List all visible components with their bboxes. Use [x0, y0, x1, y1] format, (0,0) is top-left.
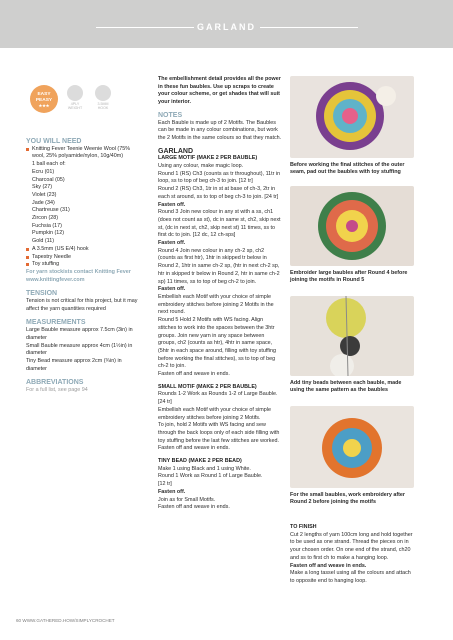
badge-line2: PEASY	[35, 97, 53, 103]
stockists-link[interactable]: For yarn stockists contact Knitting Fever www.knittingfever.com	[26, 268, 131, 283]
colour-item: Zircon (28)	[32, 215, 59, 222]
difficulty-badge	[30, 85, 58, 113]
needle-item: Tapestry Needle	[26, 254, 138, 262]
bauble-photo-3	[290, 296, 414, 376]
weight-stat	[64, 85, 86, 110]
large-line: Round 2 (RS) Ch3, 1tr in st at base of ch-3, 2tr in each st around, ss to top of beg ch-3 to join. [24 tr]	[158, 186, 279, 200]
photo-tiny-beads	[290, 296, 414, 376]
weight-label: WEIGHT	[67, 106, 83, 111]
small-motif-heading: SMALL MOTIF (MAKE 2 PER BAUBLE)	[158, 383, 257, 390]
finish-line: Make a long tassel using all the colours and attach to opposite end to hanging loop.	[290, 570, 411, 584]
abbreviations-heading: ABBREVIATIONS	[26, 379, 84, 387]
large-line: Round 4 Join new colour in any ch-2 sp, ch2 (counts as first htr), 1htr in skipped tr below in Round 2, 1htr in same ch-2 sp, (htr in next ch-2 sp, htr in skipped tr below in Round 2, htr in same ch-2 sp) 11 times, ss to top of beg ch-2 to join.	[158, 247, 280, 285]
measurement-line: Small Bauble measure approx 4cm (1½in) in diameter	[26, 342, 133, 357]
large-line: Fasten off.	[158, 286, 186, 293]
small-line: Embellish each Motif with your choice of simple embroidery stitches before joining 2 Motifs.	[158, 406, 271, 421]
header-rule-right	[260, 27, 358, 28]
left-column	[26, 138, 138, 395]
small-line: Fasten off and weave in ends.	[158, 445, 230, 452]
small-line: To join, hold 2 Motifs with WS facing and sew through the back loops only of each side filling with toy stuffing before the last few stitches are worked.	[158, 422, 280, 444]
caption-2: Embroider large baubles after Round 4 before joining the motifs in Round 5	[290, 270, 408, 284]
tension-heading: TENSION	[26, 290, 58, 298]
colour-item: Violet (23)	[32, 191, 57, 198]
you-will-need-heading: YOU WILL NEED	[26, 138, 82, 145]
bauble-photo-2	[290, 186, 414, 266]
tiny-line: Fasten off and weave in ends.	[158, 504, 230, 511]
large-motif-heading: LARGE MOTIF (MAKE 2 PER BAUBLE)	[158, 155, 258, 162]
caption-1: Before working the final stitches of the outer seam, pad out the baubles with toy stuffing	[290, 162, 405, 176]
colour-item: Sky (27)	[32, 184, 53, 191]
to-finish-heading: TO FINISH	[290, 524, 317, 530]
hook-item: A 3.5mm (US E/4) hook	[26, 246, 138, 254]
stuffing-item: Toy stuffing	[26, 261, 138, 269]
finish-line: Fasten off and weave in ends.	[290, 562, 367, 569]
colour-item: Fuchsia (17)	[32, 222, 62, 229]
colour-item: Jade (34)	[32, 199, 55, 206]
large-line: Embellish each Motif with your choice of simple embroidery stitches before joining 2 Motifs in the next round.	[158, 293, 274, 316]
large-line: Round 1 (RS) Ch3 (counts as tr throughout), 11tr in loop, ss to top of beg ch-3 to join. [12 tr]	[158, 170, 281, 185]
large-line: Fasten off and weave in ends.	[158, 371, 230, 378]
tiny-bead-heading: TINY BEAD (MAKE 2 PER BEAD)	[158, 458, 242, 465]
to-finish-section	[290, 524, 416, 586]
tension-text: Tension is not critical for this project, but it may affect the yarn quantities required	[26, 298, 138, 312]
measurements-heading: MEASUREMENTS	[26, 319, 86, 327]
tiny-line: [12 tr]	[158, 481, 172, 488]
photo-stuffing	[290, 76, 414, 158]
weight-sub: 4PLY	[70, 102, 80, 106]
yarn-item: Knitting Fever Teenie Weenie Wool (75% wool, 25% polyamide/nylon, 10g/40m)	[26, 146, 138, 161]
hook-sub: 3.5MM	[97, 102, 109, 106]
bauble-photo-1	[290, 76, 414, 158]
small-line: Rounds 1-2 Work as Rounds 1-2 of Large Bauble. [24 tr]	[158, 391, 278, 406]
notes-text: Each Bauble is made up of 2 Motifs. The Baubles can be made in any colour combinations, but work the 2 Motifs in the same colours so that they match.	[158, 119, 282, 141]
large-line: Fasten off.	[158, 240, 186, 247]
colour-item: Charcoal (05)	[32, 176, 65, 183]
intro-text: The embellishment detail provides all the power in these fun baubles. Use up scraps to create your colour scheme, or get shades that will suit your interior.	[158, 76, 281, 106]
tiny-line: Round 1 Work as Round 1 of Large Bauble.	[158, 473, 263, 480]
bauble-photo-4	[290, 406, 414, 488]
badge-stars: ★★★	[38, 103, 50, 109]
garland-heading: GARLAND	[158, 147, 193, 155]
tiny-line: Fasten off.	[158, 488, 186, 495]
section-title: GARLAND	[197, 22, 256, 32]
photo-embroider	[290, 186, 414, 266]
measurement-line: Tiny Bead measure approx 2cm (¾in) in diameter	[26, 357, 122, 372]
middle-column	[158, 76, 282, 512]
colour-list	[26, 169, 138, 246]
hook-icon	[95, 85, 111, 101]
large-line: Round 5 Hold 2 Motifs with WS facing. Align stitches to work into the spaces between the 3htr groups. Join new yarn in any space between groups, ch2 (counts as htr), 4htr in same space, (5htr in each space around, filling with toy stuffing before working the final stitches), ss to top of beg ch-2 to join.	[158, 317, 276, 370]
tiny-line: Make 1 using Black and 1 using White.	[158, 465, 251, 472]
notes-heading: NOTES	[158, 111, 183, 119]
weight-icon	[67, 85, 83, 101]
large-line: Round 3 Join new colour in any st with a ss, ch1 (does not count as st), dc in same st, ch2, skip next st, (dc in next st, ch2, skip next st) 11 times, ss to first dc to join. [12 dc, 12 ch-sps]	[158, 209, 281, 239]
large-line: Using any colour, make magic loop.	[158, 163, 244, 170]
header-band	[0, 0, 453, 48]
hook-label: HOOK	[97, 106, 109, 111]
colour-item: Chartreuse (31)	[32, 207, 70, 214]
caption-3: Add tiny beads between each bauble, made using the same pattern as the baubles	[290, 380, 402, 394]
large-line: Fasten off.	[158, 201, 186, 208]
colour-item: Pumpkin (12)	[32, 230, 65, 237]
measurement-line: Large Bauble measure approx 7.5cm (3in) in diameter	[26, 327, 133, 341]
tiny-line: Join as for Small Motifs.	[158, 496, 216, 503]
abbreviations-text: For a full list, see page 94	[26, 387, 88, 394]
photo-small-baubles	[290, 406, 414, 488]
badge-line1: EASY	[37, 92, 51, 97]
yarn-sub: 1 ball each of:	[32, 161, 66, 168]
hook-stat	[92, 85, 114, 110]
colour-item: Ecru (01)	[32, 168, 55, 175]
colour-item: Gold (11)	[32, 238, 55, 245]
finish-line: Cut 2 lengths of yarn 100cm long and hold together to be used as one strand. Thread the pieces on in your chosen order. On one end of the strand, ch20 and ss to first ch to make a hanging loop.	[290, 531, 413, 561]
page-folio: 60 WWW.GATHERED.HOW/SIMPLYCROCHET	[16, 618, 115, 623]
caption-4: For the small baubles, work embroidery after Round 2 before joining the motifs	[290, 492, 406, 506]
